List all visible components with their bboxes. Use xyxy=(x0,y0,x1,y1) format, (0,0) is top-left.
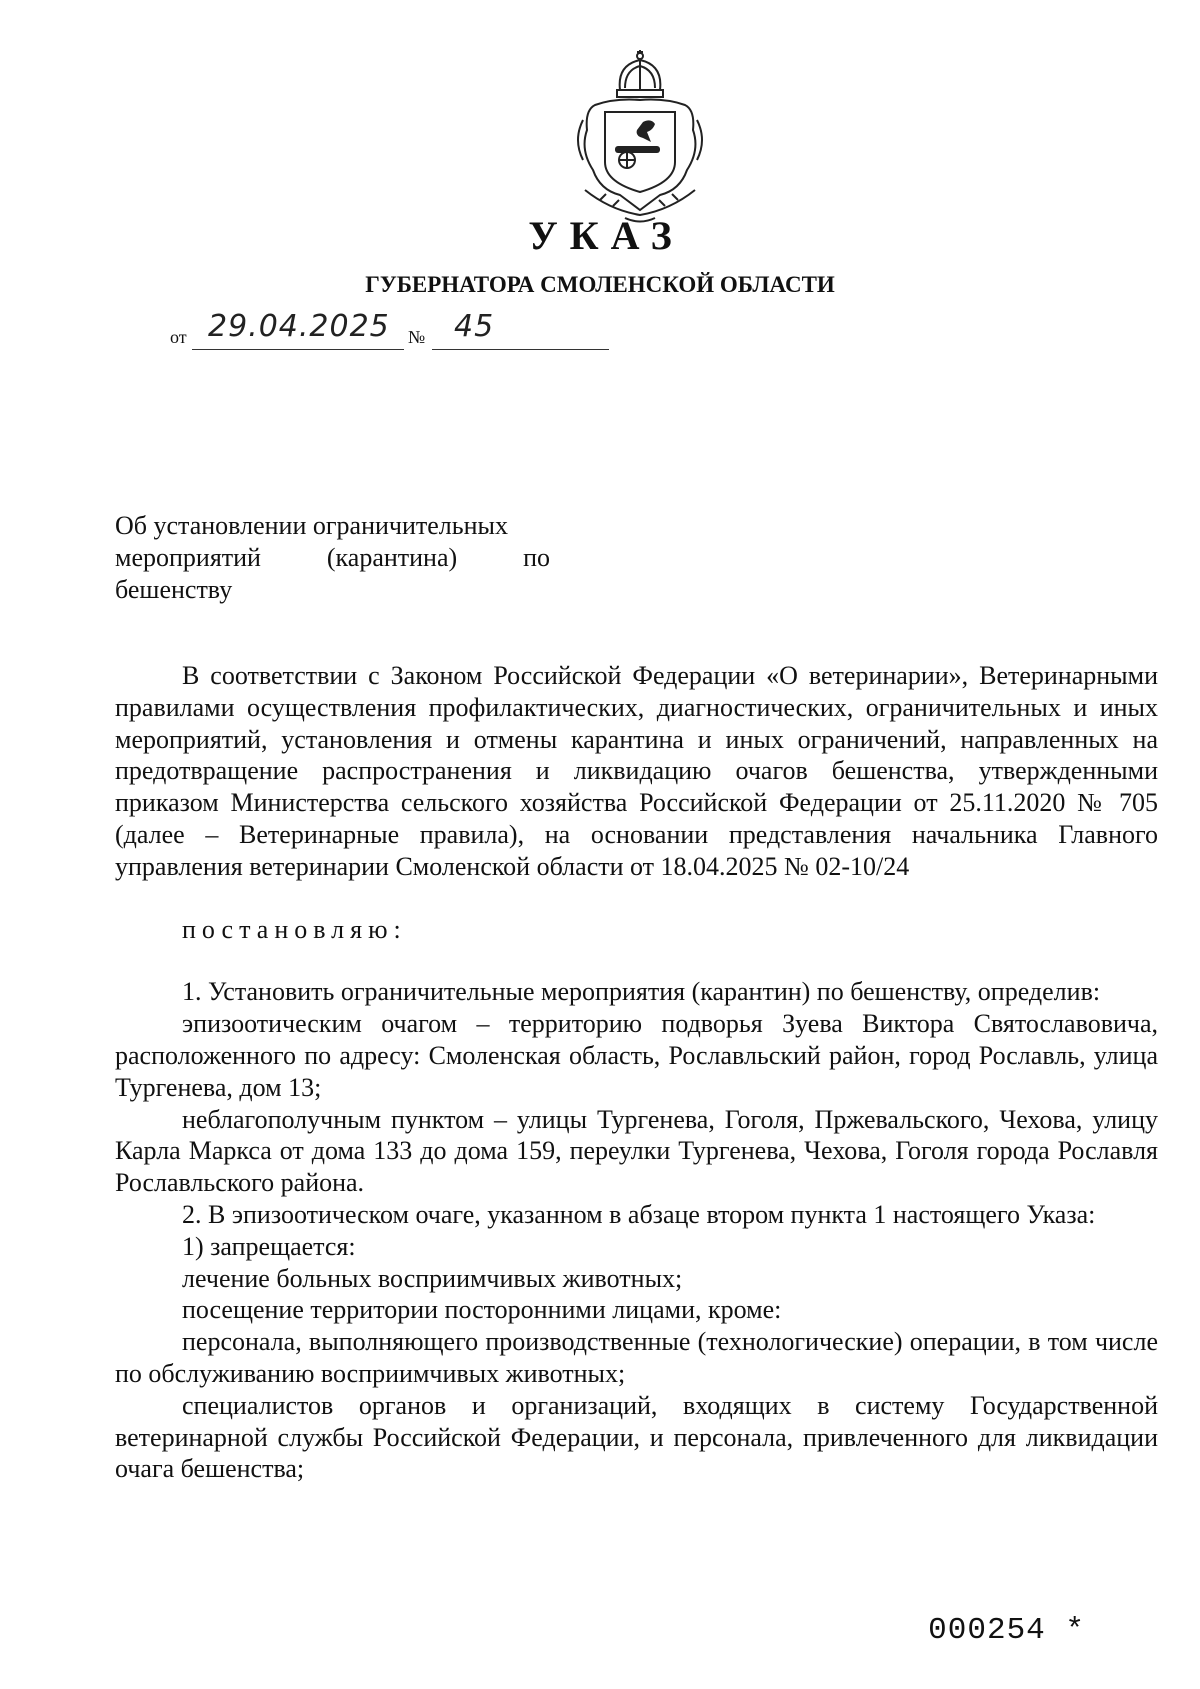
subject-line: мероприятий (карантина) по xyxy=(115,543,550,572)
date-underline xyxy=(192,349,404,350)
date-label: от xyxy=(170,327,187,347)
coat-of-arms-icon xyxy=(565,50,715,225)
body-paragraph: посещение территории посторонними лицами, кроме: xyxy=(182,1295,782,1325)
body-paragraph: эпизоотическим очагом – территорию подворья Зуева Виктора Святославовича, расположенного по адресу: Смоленская область, Рославльский район, город Рославль, улица Тургенева, дом 13; xyxy=(115,1009,1158,1102)
document-body xyxy=(115,660,1158,1485)
body-paragraph: специалистов органов и организаций, входящих в систему Государственной ветеринарной службы Российской Федерации, и персонала, привлеченного для ликвидации очага бешенства; xyxy=(115,1390,1158,1484)
number-value: 45 xyxy=(454,309,495,344)
document-subject xyxy=(115,510,550,606)
preamble-paragraph: В соответствии с Законом Российской Федерации «О ветеринарии», Ветеринарными правилами осуществления профилактических, диагностических, ограничительных и иных мероприятий, установления и отмены карантина и иных ограничений, направленных на предотвращение распространения и ликвидацию очагов бешенства, утвержденными приказом Министерства сельского хозяйства Российской Федерации от 25.11.2020 № 705 (далее – Ветеринарные правила), на основании представления начальника Главного управления ветеринарии Смоленской области от 18.04.2025 № 02-10/24 xyxy=(115,661,1158,881)
body-paragraph: 1. Установить ограничительные мероприятия (карантин) по бешенству, определив: xyxy=(182,977,1101,1007)
subject-line: бешенству xyxy=(115,575,233,604)
date-value: 29.04.2025 xyxy=(208,309,390,344)
body-paragraph: неблагополучным пунктом – улицы Тургенева, Гоголя, Пржевальского, Чехова, улицу Карла Маркса от дома 133 до дома 159, переулки Тургенева, Чехова, Гоголя города Рославля Рославльского района. xyxy=(115,1104,1158,1198)
date-number-line xyxy=(170,310,610,350)
number-underline xyxy=(432,349,609,350)
serial-number: 000254 * xyxy=(928,1613,1085,1648)
body-paragraph: персонала, выполняющего производственные (технологические) операции, в том числе по обслуживанию восприимчивых животных; xyxy=(115,1327,1158,1388)
document-title: УКАЗ xyxy=(528,213,684,258)
number-label: № xyxy=(408,327,426,347)
body-paragraph: 1) запрещается: xyxy=(182,1231,356,1261)
body-paragraph: лечение больных восприимчивых животных; xyxy=(182,1263,683,1293)
resolve-word: постановляю: xyxy=(182,914,407,944)
document-subtitle: ГУБЕРНАТОРА СМОЛЕНСКОЙ ОБЛАСТИ xyxy=(365,272,835,297)
subject-line: Об установлении ограничительных xyxy=(115,511,509,540)
body-paragraph: 2. В эпизоотическом очаге, указанном в абзаце втором пункта 1 настоящего Указа: xyxy=(182,1199,1096,1229)
